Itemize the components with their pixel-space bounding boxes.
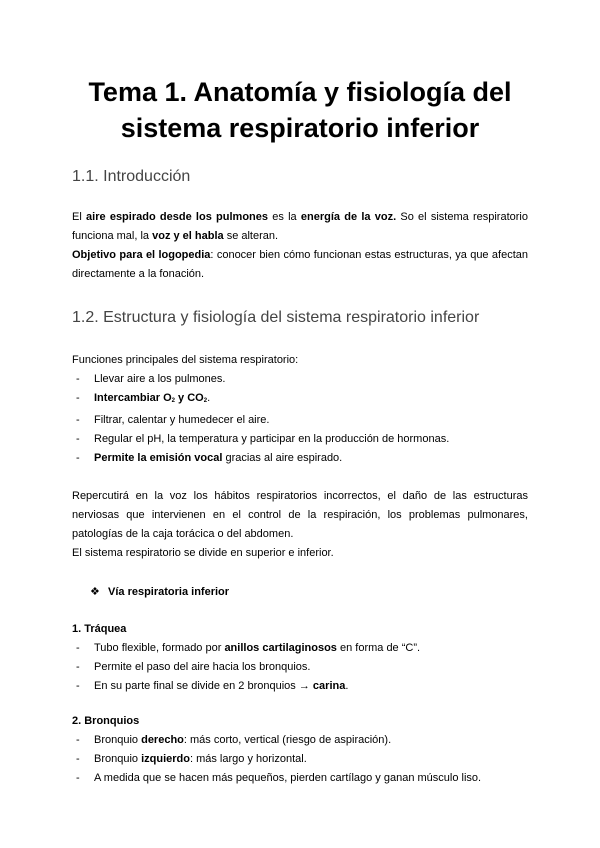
traquea-list bbox=[72, 639, 528, 696]
traquea-heading: 1. Tráquea bbox=[72, 623, 127, 635]
list-item: - Bronquio derecho: más corto, vertical (riesgo de aspiración). bbox=[72, 731, 528, 750]
bronquios-heading: 2. Bronquios bbox=[72, 715, 140, 727]
divide-paragraph: El sistema respiratorio se divide en superior e inferior. bbox=[72, 547, 334, 559]
list-item: - En su parte final se divide en 2 bronquios → carina. bbox=[72, 677, 528, 696]
list-item: - A medida que se hacen más pequeños, pierden cartílago y ganan músculo liso. bbox=[72, 769, 528, 788]
list-item: - Bronquio izquierdo: más largo y horizontal. bbox=[72, 750, 528, 769]
title-line-2: sistema respiratorio inferior bbox=[120, 113, 480, 143]
list-item: - Filtrar, calentar y humedecer el aire. bbox=[72, 411, 528, 430]
objective-paragraph: Objetivo para el logopedia: conocer bien cómo funcionan estas estructuras, ya que afectan directamente a la fonación. bbox=[72, 249, 528, 280]
page-title bbox=[72, 0, 528, 146]
list-item: - Intercambiar $O_2$ y $CO_2$. bbox=[72, 389, 528, 411]
intro-paragraph: El aire espirado desde los pulmones es la energía de la voz. So el sistema respiratorio funciona mal, la voz y el habla se alteran. bbox=[72, 211, 528, 242]
section-heading-introduccion: 1.1. Introducción bbox=[72, 168, 191, 185]
via-respiratoria-heading: ❖ Vía respiratoria inferior bbox=[72, 583, 528, 602]
functions-list bbox=[72, 370, 528, 468]
bronquios-list bbox=[72, 731, 528, 788]
title-line-1: Tema 1. Anatomía y fisiología del bbox=[88, 77, 512, 107]
list-item: - Tubo flexible, formado por anillos cartilaginosos en forma de “C”. bbox=[72, 639, 528, 658]
list-item: - Regular el pH, la temperatura y participar en la producción de hormonas. bbox=[72, 430, 528, 449]
functions-intro: Funciones principales del sistema respiratorio: bbox=[72, 354, 299, 366]
list-item: - Permite el paso del aire hacia los bronquios. bbox=[72, 658, 528, 677]
list-item: - Permite la emisión vocal gracias al aire espirado. bbox=[72, 449, 528, 468]
repercute-paragraph: Repercutirá en la voz los hábitos respiratorios incorrectos, el daño de las estructuras nerviosas que intervienen en el control de la respiración, los problemas pulmonares, patologías de la caja torácica o del abdomen. bbox=[72, 490, 528, 540]
diamond-bullet-icon: ❖ bbox=[90, 586, 100, 598]
list-item: - Llevar aire a los pulmones. bbox=[72, 370, 528, 389]
section-heading-estructura: 1.2. Estructura y fisiología del sistema respiratorio inferior bbox=[72, 309, 480, 326]
